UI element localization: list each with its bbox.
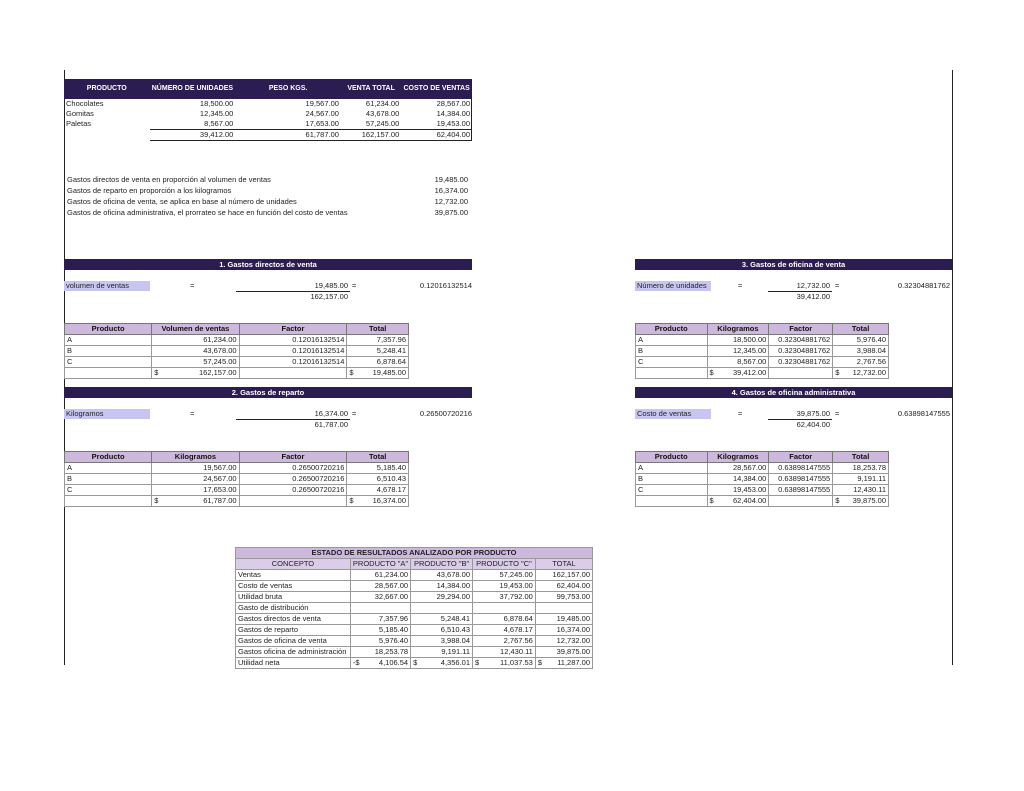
er-cell: 43,678.00 (411, 570, 473, 581)
s1-cell: 6,878.64 (347, 357, 409, 368)
summary-total-row (64, 130, 472, 141)
s1-cell: 0.12016132514 (239, 357, 347, 368)
summary-cell: 28,567.00 (436, 99, 470, 108)
er-cell: Gasto de distribución (236, 603, 351, 614)
s4-numerator: 39,875.00 (796, 409, 830, 418)
table-row (236, 636, 593, 647)
s1-cell: A (65, 335, 152, 346)
er-cell: 12,430.11 (473, 647, 536, 658)
s3-cell: 2,767.56 (833, 357, 889, 368)
summary-cell: 12,345.00 (199, 109, 234, 118)
s2-cell: 19,567.00 (152, 463, 239, 474)
s4-cell: B (636, 474, 708, 485)
s1-base-label: volumen de ventas (64, 281, 150, 291)
s2-cell: 0.26500720216 (239, 485, 347, 496)
s4-total: 39,875.00 (852, 496, 886, 505)
er-header: PRODUCTO "B" (411, 559, 473, 570)
s1-denominator: 162,157.00 (310, 292, 348, 301)
summary-header-costo: COSTO DE VENTAS (401, 79, 472, 99)
summary-cell: 14,384.00 (436, 109, 470, 118)
s4-eq2: = (835, 409, 840, 418)
er-cell: 18,253.78 (350, 647, 410, 658)
s4-eq: = (738, 409, 743, 418)
s4-cell: 18,253.78 (833, 463, 889, 474)
s2-cell: 6,510.43 (347, 474, 409, 485)
table-row (65, 357, 409, 368)
summary-total: 39,412.00 (150, 130, 236, 141)
s4-header: Producto (636, 452, 708, 463)
s4-factor: 0.63898147555 (897, 409, 950, 418)
table-row (236, 581, 593, 592)
s2-total-row (65, 496, 409, 507)
er-cell: Gastos de oficina de venta (236, 636, 351, 647)
s1-header: Producto (65, 324, 152, 335)
er-net-row (236, 658, 593, 669)
gasto-value: 19,485.00 (434, 175, 468, 184)
s4-cell: 0.63898147555 (769, 474, 833, 485)
s3-base-label: Número de unidades (635, 281, 711, 291)
gasto-value: 12,732.00 (434, 197, 468, 206)
s4-total-row (636, 496, 889, 507)
er-header: PRODUCTO "A" (350, 559, 410, 570)
s3-eq2: = (835, 281, 840, 290)
s2-header: Producto (65, 452, 152, 463)
currency-sign: $ (349, 368, 354, 377)
er-net-value: 4,356.01 (440, 658, 470, 667)
s3-header: Total (833, 324, 889, 335)
s3-header: Factor (769, 324, 833, 335)
s1-table (64, 323, 409, 379)
er-cell: Costo de ventas (236, 581, 351, 592)
gasto-label: Gastos de reparto en proporción a los kilogramos (67, 186, 232, 195)
summary-header-venta: VENTA TOTAL (341, 79, 401, 99)
s2-cell: A (65, 463, 152, 474)
right-border (952, 70, 953, 665)
er-cell: 14,384.00 (411, 581, 473, 592)
er-header: PRODUCTO "C" (473, 559, 536, 570)
table-row (65, 485, 409, 496)
gasto-label: Gastos de oficina de venta, se aplica en base al número de unidades (67, 197, 297, 206)
s2-table (64, 451, 409, 507)
currency-sign: $ (835, 496, 840, 505)
s2-numerator: 16,374.00 (314, 409, 348, 418)
s1-header: Total (347, 324, 409, 335)
s1-header: Volumen de ventas (152, 324, 239, 335)
summary-cell: 8,567.00 (204, 119, 234, 128)
er-cell: 19,453.00 (473, 581, 536, 592)
er-net-value: 4,106.54 (378, 658, 409, 667)
er-cell: 162,157.00 (535, 570, 592, 581)
s3-denominator: 39,412.00 (796, 292, 830, 301)
s3-eq: = (738, 281, 743, 290)
er-net-value: 11,037.53 (500, 658, 533, 667)
estado-resultados-table (235, 547, 593, 669)
er-cell: Ventas (236, 570, 351, 581)
section-2-title: 2. Gastos de reparto (64, 387, 472, 398)
table-row (65, 474, 409, 485)
summary-header-peso: PESO KGS. (235, 79, 341, 99)
er-cell: 32,667.00 (350, 592, 410, 603)
er-cell (411, 603, 473, 614)
gasto-label: Gastos directos de venta en proporción al volumen de ventas (67, 175, 271, 184)
s4-base-label: Costo de ventas (635, 409, 711, 419)
er-cell: 5,185.40 (350, 625, 410, 636)
table-row (636, 474, 889, 485)
currency-sign: $ (709, 496, 714, 505)
table-row (236, 614, 593, 625)
currency-sign: $ (709, 368, 714, 377)
er-cell: 39,875.00 (535, 647, 592, 658)
s3-cell: 5,976.40 (833, 335, 889, 346)
er-net-value: 11,287.00 (557, 658, 590, 667)
er-cell (473, 603, 536, 614)
summary-total: 62,404.00 (401, 130, 472, 141)
er-title: ESTADO DE RESULTADOS ANALIZADO POR PRODUCTO (236, 548, 593, 559)
s4-cell: 28,567.00 (707, 463, 769, 474)
section-3-title: 3. Gastos de oficina de venta (635, 259, 952, 270)
table-row (65, 335, 409, 346)
table-row (236, 647, 593, 658)
table-row (65, 463, 409, 474)
s2-cell: C (65, 485, 152, 496)
summary-header-unidades: NÚMERO DE UNIDADES (150, 79, 236, 99)
s1-numerator: 19,485.00 (314, 281, 348, 290)
er-cell: Gastos oficina de administración (236, 647, 351, 658)
table-row (64, 99, 472, 109)
s1-cell: C (65, 357, 152, 368)
table-row (636, 485, 889, 496)
s2-header: Factor (239, 452, 347, 463)
summary-cell: 43,678.00 (365, 109, 400, 118)
s1-total: 19,485.00 (372, 368, 406, 377)
s1-total-base: 162,157.00 (199, 368, 237, 377)
section-4-title: 4. Gastos de oficina administrativa (635, 387, 952, 398)
s2-eq2: = (352, 409, 357, 418)
er-cell: 7,357.96 (350, 614, 410, 625)
summary-header-producto: PRODUCTO (64, 79, 150, 99)
s3-cell: A (636, 335, 708, 346)
er-header: TOTAL (535, 559, 592, 570)
s2-denominator: 61,787.00 (314, 420, 348, 429)
s3-total-base: 39,412.00 (732, 368, 767, 377)
summary-table (64, 79, 472, 141)
currency-sign: $ (154, 368, 159, 377)
s1-cell: 61,234.00 (152, 335, 239, 346)
s1-cell: 0.12016132514 (239, 335, 347, 346)
table-row (236, 603, 593, 614)
s2-cell: 17,653.00 (152, 485, 239, 496)
s4-total-base: 62,404.00 (732, 496, 767, 505)
er-cell: 5,976.40 (350, 636, 410, 647)
s1-eq: = (190, 281, 195, 290)
s3-cell: B (636, 346, 708, 357)
s1-factor: 0.12016132514 (419, 281, 472, 290)
er-header: CONCEPTO (236, 559, 351, 570)
er-cell: Gastos directos de venta (236, 614, 351, 625)
er-cell: 16,374.00 (535, 625, 592, 636)
table-row (65, 346, 409, 357)
s4-header: Kilogramos (707, 452, 769, 463)
s2-header: Kilogramos (152, 452, 239, 463)
s4-cell: 0.63898147555 (769, 463, 833, 474)
section-1-title: 1. Gastos directos de venta (64, 259, 472, 270)
s3-cell: 0.32304881762 (769, 357, 833, 368)
table-row (636, 335, 889, 346)
s2-total: 16,374.00 (372, 496, 406, 505)
er-cell: 6,510.43 (411, 625, 473, 636)
table-row (636, 357, 889, 368)
currency-sign: $ (154, 496, 159, 505)
table-row (236, 570, 593, 581)
s2-cell: 24,567.00 (152, 474, 239, 485)
gasto-value: 16,374.00 (434, 186, 468, 195)
er-cell: 19,485.00 (535, 614, 592, 625)
s4-denominator: 62,404.00 (796, 420, 830, 429)
s3-factor: 0.32304881762 (897, 281, 950, 290)
er-cell: 12,732.00 (535, 636, 592, 647)
s1-total-row (65, 368, 409, 379)
currency-sign: $ (835, 368, 840, 377)
s2-cell: 5,185.40 (347, 463, 409, 474)
s4-header: Factor (769, 452, 833, 463)
summary-total: 61,787.00 (235, 130, 341, 141)
s3-cell: C (636, 357, 708, 368)
summary-total: 162,157.00 (341, 130, 401, 141)
gasto-label: Gastos de oficina administrativa, el prorrateo se hace en función del costo de ventas (67, 208, 348, 217)
s4-header: Total (833, 452, 889, 463)
er-cell: 99,753.00 (535, 592, 592, 603)
table-row (64, 119, 472, 130)
s4-cell: A (636, 463, 708, 474)
s3-total-row (636, 368, 889, 379)
s3-cell: 8,567.00 (707, 357, 769, 368)
currency-sign: $ (349, 496, 354, 505)
gasto-value: 39,875.00 (434, 208, 468, 217)
s2-cell: 0.26500720216 (239, 474, 347, 485)
er-cell (350, 603, 410, 614)
summary-cell: 24,567.00 (305, 109, 339, 118)
er-cell: 5,248.41 (411, 614, 473, 625)
summary-cell: 57,245.00 (365, 119, 400, 128)
s1-cell: 5,248.41 (347, 346, 409, 357)
s4-cell: 19,453.00 (707, 485, 769, 496)
table-row (636, 463, 889, 474)
summary-cell: 19,453.00 (436, 119, 470, 128)
summary-border (471, 79, 472, 141)
s1-header: Factor (239, 324, 347, 335)
s2-base-label: Kilogramos (64, 409, 150, 419)
summary-cell: 18,500.00 (199, 99, 234, 108)
s3-cell: 18,500.00 (707, 335, 769, 346)
summary-cell: 61,234.00 (365, 99, 400, 108)
currency-sign: $ (413, 658, 418, 667)
s2-factor: 0.26500720216 (419, 409, 472, 418)
s3-cell: 12,345.00 (707, 346, 769, 357)
er-cell: 57,245.00 (473, 570, 536, 581)
s1-cell: 57,245.00 (152, 357, 239, 368)
s4-cell: 9,191.11 (833, 474, 889, 485)
s2-total-base: 61,787.00 (203, 496, 237, 505)
er-net-label: Utilidad neta (236, 658, 351, 669)
er-cell: 2,767.56 (473, 636, 536, 647)
s2-eq: = (190, 409, 195, 418)
s3-total: 12,732.00 (852, 368, 886, 377)
s3-numerator: 12,732.00 (796, 281, 830, 290)
currency-sign: $ (475, 658, 480, 667)
s1-cell: 43,678.00 (152, 346, 239, 357)
s3-table (635, 323, 889, 379)
table-row (64, 109, 472, 119)
s4-cell: 0.63898147555 (769, 485, 833, 496)
summary-cell: 17,653.00 (305, 119, 339, 128)
s1-cell: B (65, 346, 152, 357)
table-row (236, 625, 593, 636)
er-cell: Utilidad bruta (236, 592, 351, 603)
s4-cell: C (636, 485, 708, 496)
s3-cell: 0.32304881762 (769, 346, 833, 357)
er-cell: 28,567.00 (350, 581, 410, 592)
er-cell (535, 603, 592, 614)
s2-header: Total (347, 452, 409, 463)
summary-cell: Gomitas (66, 109, 94, 118)
table-row (236, 592, 593, 603)
s3-header: Producto (636, 324, 708, 335)
s2-cell: 4,678.17 (347, 485, 409, 496)
er-cell: 61,234.00 (350, 570, 410, 581)
er-cell: 3,988.04 (411, 636, 473, 647)
s1-cell: 7,357.96 (347, 335, 409, 346)
s4-cell: 14,384.00 (707, 474, 769, 485)
s1-cell: 0.12016132514 (239, 346, 347, 357)
er-cell: 29,294.00 (411, 592, 473, 603)
summary-cell: Paletas (66, 119, 92, 129)
s3-cell: 0.32304881762 (769, 335, 833, 346)
summary-cell: 19,567.00 (305, 99, 339, 108)
table-row (636, 346, 889, 357)
er-cell: 4,678.17 (473, 625, 536, 636)
er-cell: 37,792.00 (473, 592, 536, 603)
er-cell: 6,878.64 (473, 614, 536, 625)
s2-cell: B (65, 474, 152, 485)
s2-cell: 0.26500720216 (239, 463, 347, 474)
s1-eq2: = (352, 281, 357, 290)
s4-table (635, 451, 889, 507)
summary-cell: Chocolates (66, 99, 104, 108)
er-cell: 9,191.11 (411, 647, 473, 658)
s3-header: Kilogramos (707, 324, 769, 335)
er-cell: Gastos de reparto (236, 625, 351, 636)
s3-cell: 3,988.04 (833, 346, 889, 357)
er-cell: 62,404.00 (535, 581, 592, 592)
s4-cell: 12,430.11 (833, 485, 889, 496)
currency-sign: $ (537, 658, 543, 667)
currency-sign: -$ (352, 658, 360, 667)
